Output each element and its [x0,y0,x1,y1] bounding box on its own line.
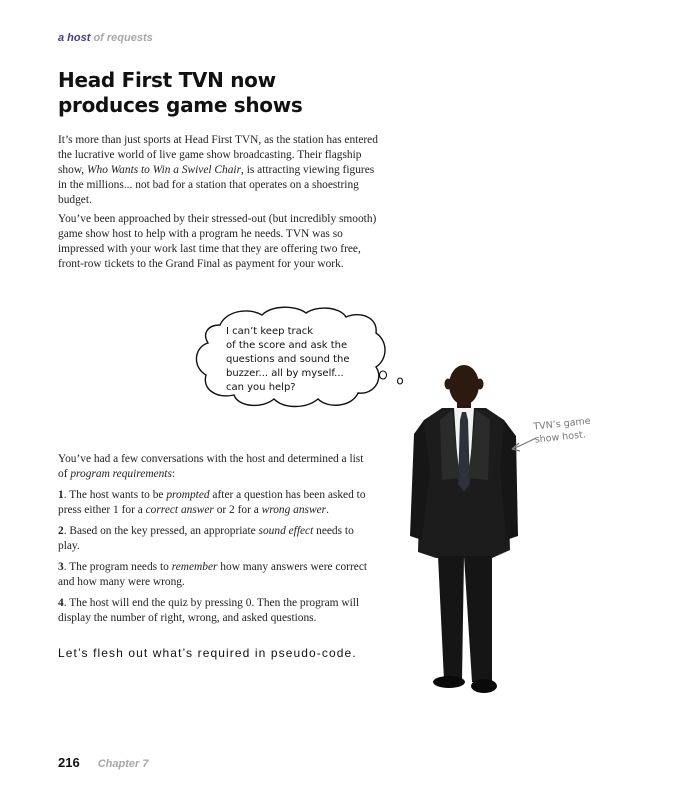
requirement-2 [58,524,368,554]
req-intro-text-a: You’ve had a few conversations with the host and determined a list of [58,453,364,480]
intro-paragraph-1 [58,133,378,208]
game-show-host-figure [402,360,532,700]
arrow-left-icon [508,432,538,454]
requirement-1 [58,488,368,518]
intro-p1-text-a: It’s more than just sports at Head First TVN, as the station has entered the lucrative world of live game show broadcasting. Their flagship show, [58,134,378,176]
req1-em-prompted: prompted [166,489,210,501]
req1-text-d: . [326,504,329,516]
annotation-line-2: show host. [534,429,587,446]
req2-text-b: needs to play. [58,525,354,552]
req3-em: remember [171,561,218,573]
req2-text-a: . Based on the key pressed, an appropriate [63,525,259,537]
req1-em-wrong: wrong answer [261,504,327,516]
requirement-3 [58,560,368,590]
requirement-4 [58,596,368,626]
req-intro-emphasis: program requirements [70,468,172,480]
thought-line-2: of the score and ask the [226,340,348,351]
page-footer [58,754,148,772]
req1-text-b: after a question has been asked to press either 1 for a [58,489,366,516]
thought-text [226,325,376,395]
host-annotation [533,413,605,446]
req4-text-a: . The host will end the quiz by pressing 0. Then the program will display the number of right, wrong, and asked questions. [58,597,360,624]
page-number: 216 [58,755,80,770]
page-title-line-1: Head First TVN now [58,68,276,92]
requirement-3-number: 3 [58,561,64,573]
req1-text-c: or 2 for a [213,504,262,516]
page-title-line-2: produces game shows [58,93,303,117]
requirement-4-number: 4 [58,597,64,609]
thought-line-5: can you help? [226,382,296,393]
req3-text-a: . The program needs to [63,561,172,573]
annotation-line-1: TVN’s game [532,415,592,433]
show-title: Who Wants to Win a Swivel Chair [87,164,242,176]
req2-em: sound effect [258,525,314,537]
running-header [58,32,153,44]
thought-bubble [190,303,420,413]
requirement-1-number: 1 [58,489,64,501]
req-intro-text-b: : [171,468,176,480]
running-header-accent: a host [58,32,91,44]
page-title [58,68,378,118]
chapter-label: Chapter 7 [97,758,149,770]
intro-paragraph-2: You’ve been approached by their stressed-out (but incredibly smooth) game show host to help with a program he needs. TVN was so impressed with your work last time that they are offering two free, front-row tickets to the Grand Final as payment for your work. [58,213,377,270]
req1-text-a: . The host wants to be [63,489,167,501]
running-header-rest: of requests [90,32,153,44]
requirement-2-number: 2 [58,525,64,537]
requirements-intro [58,452,368,482]
thought-line-3: questions and sound the [226,354,350,365]
thought-line-1: I can’t keep track [226,326,314,337]
thought-line-4: buzzer... all by myself... [226,368,344,379]
req1-em-correct: correct answer [145,504,214,516]
req3-text-b: how many answers were correct and how many were wrong. [58,561,368,588]
flesh-out-callout: Let’s flesh out what’s required in pseudo-code. [58,646,357,660]
intro-p1-text-b: , is attracting viewing figures in the millions... not bad for a station that operates on a shoestring budget. [58,164,375,206]
